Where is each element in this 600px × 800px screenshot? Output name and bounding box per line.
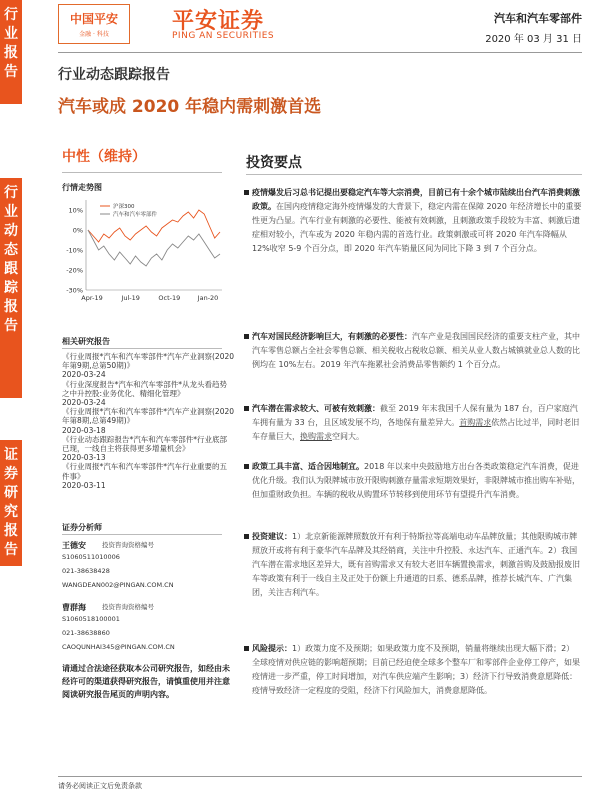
- point-body: 空间大。: [332, 432, 364, 441]
- bullet-icon: [244, 646, 249, 651]
- analyst-id: S1060518100001: [62, 615, 120, 623]
- point-epidemic-policy: [252, 186, 582, 256]
- point-risk-warning: [252, 642, 582, 698]
- analyst-email[interactable]: CAOQUNHAI345@PINGAN.COM.CN: [62, 643, 175, 651]
- bullet-icon: [244, 406, 249, 411]
- analyst-id: S1060511010006: [62, 553, 120, 561]
- side-tab-research: [0, 440, 22, 566]
- point-demand-potential: [252, 402, 582, 444]
- investment-points-title: 投资要点: [246, 155, 302, 171]
- x-tick-label: Apr-19: [81, 294, 103, 302]
- related-report-item[interactable]: [62, 380, 234, 408]
- related-divider: [62, 348, 222, 349]
- point-head: 疫情爆发后习总书记提出要稳定汽车等大宗消费，目前已有十余个城市陆续出台汽车消费刺激政策。: [252, 188, 580, 211]
- point-head: 投资建议：: [252, 532, 292, 541]
- related-report-date: 2020-03-24: [62, 398, 106, 408]
- bullet-icon: [244, 334, 249, 339]
- side-tab-text: 行业动态跟踪报告: [4, 185, 18, 334]
- point-head: 汽车潜在需求较大、可被有效刺激：: [252, 404, 380, 413]
- side-tab-text: 行业报告: [4, 7, 18, 80]
- y-tick-label: -30%: [66, 286, 83, 295]
- logo-main-text: 中国平安: [69, 12, 118, 26]
- related-report-item[interactable]: [62, 435, 234, 463]
- replacement-demand: 换购需求: [300, 432, 332, 441]
- disclaimer: 请通过合法途径获取本公司研究报告，如经由未经许可的渠道获得研究报告，请慎重使用并注意阅读研究报告尾页的声明内容。: [62, 664, 230, 699]
- bullet-icon: [244, 190, 249, 195]
- related-reports-list: [62, 352, 234, 490]
- y-tick-label: -20%: [66, 266, 83, 275]
- header-divider: [58, 52, 582, 53]
- related-report-item[interactable]: [62, 407, 234, 435]
- point-economic-impact: [252, 330, 582, 372]
- rating-divider: [62, 172, 222, 173]
- side-tab-text: 证券研究报告: [4, 447, 18, 558]
- analyst-name: 王德安: [62, 541, 86, 550]
- footer-divider: [58, 776, 582, 777]
- logo-sub-text: 金融 · 科技: [79, 31, 109, 38]
- point-body: 1）北京新能源牌照数放开有利于特斯拉等高端电动车品牌放量；其他限购城市牌照放开或将有利于豪华汽车品牌及其经销商，关注中升控股、永达汽车、正通汽车。2）我国汽车潜在需求地区差异大，既有首购需求又有较大老旧车辆置换需求，刺激首购及鼓励报废旧车等政策有利于一线自主及正处于份额上升通道的日系、德系品牌，推荐长城汽车、广汽集团，关注吉利汽车。: [252, 532, 580, 597]
- report-type: 行业动态跟踪报告: [58, 67, 170, 83]
- analyst-title: 证券分析师: [62, 523, 102, 532]
- analyst-phone: 021-38638860: [62, 629, 110, 637]
- x-tick-label: Jan-20: [197, 294, 219, 302]
- point-investment-advice: [252, 530, 582, 600]
- first-purchase-demand: 首购需求: [459, 418, 492, 427]
- analyst-role: 投资咨询资格编号: [102, 541, 154, 549]
- related-report-title: 《行业动态跟踪报告*汽车和汽车零部件*行业底部已现，一线自主将获得更多增量机会》: [62, 434, 227, 454]
- bullet-icon: [244, 464, 249, 469]
- point-head: 政策工具丰富、适合因地制宜。: [252, 462, 364, 471]
- point-body: 汽车产业是我国国民经济的重要支柱产业，其中汽车零售总额占全社会零售总额、相关税收占税收总额、相关从业人数占城镇就业总人数的比例均在 10%左右。2019 年汽车拖累社会消费品零售额约 1 个百分点。: [252, 332, 580, 369]
- point-body: 1）政策力度不及预期；如果政策力度不及预期，销量将继续出现大幅下滑；2）全球疫情对供应链的影响超预期；目前已经迫使全球多个整车厂和零部件企业停工停产，如果疫情进一步严重，停工时间增加，对汽车供应端产生影响；3）经济下行导致消费意愿降低：疫情导致经济一定程度的受阻，经济下行风险加大，消费意愿降低。: [252, 644, 580, 695]
- related-report-date: 2020-03-13: [62, 453, 106, 463]
- point-body: 2018 年以来中央鼓励地方出台各类政策稳定汽车消费，促进优化升级。我们认为限牌城市放开限购刺激存量需求短期效果好，非限牌城市推出购车补贴，但加重财政负担。车辆的税收从购置环节转移到使用环节有望提升汽车消费。: [252, 462, 580, 499]
- related-report-title: 《行业周报*汽车和汽车零部件*汽车产业洞察(2020年第9期,总第50期)》: [62, 352, 235, 371]
- analyst-divider: [62, 534, 222, 535]
- y-tick-label: -10%: [66, 246, 83, 255]
- point-head: 风险提示：: [252, 644, 292, 653]
- legend-label: 汽车和汽车零部件: [113, 212, 158, 219]
- brand-name: 平安证券: [172, 9, 265, 34]
- analyst-role: 投资咨询资格编号: [102, 603, 154, 611]
- x-tick-label: Jul-19: [121, 294, 140, 302]
- y-tick-label: 0%: [72, 226, 83, 235]
- point-body: 依然占比过半，同时老旧车存量巨大，: [252, 418, 580, 441]
- y-tick-label: 10%: [68, 206, 83, 215]
- point-policy-tools: [252, 460, 582, 502]
- related-reports-title: 相关研究报告: [62, 337, 110, 346]
- side-tab-report-category: [0, 0, 22, 104]
- related-report-item[interactable]: [62, 352, 234, 380]
- page-title: 汽车或成 2020 年稳内需刺激首选: [58, 97, 322, 117]
- points-divider: [246, 174, 582, 175]
- brand-name-en: PING AN SECURITIES: [172, 31, 275, 41]
- report-date: 2020 年 03 月 31 日: [485, 34, 582, 45]
- related-report-title: 《行业周报*汽车和汽车零部件*汽车行业重要的五件事》: [62, 462, 227, 481]
- legend-label: 沪深300: [113, 204, 135, 211]
- related-report-title: 《行业周报*汽车和汽车零部件*汽车产业洞察(2020年第8期,总第49期)》: [62, 407, 235, 426]
- side-tab-report-type: [0, 178, 22, 398]
- ping-an-logo: [58, 4, 130, 44]
- analyst-name: 曹群海: [62, 603, 86, 612]
- related-report-title: 《行业深度报告*汽车和汽车零部件*从龙头看趋势之中升控股:业务优化、精细化管理》: [62, 379, 227, 398]
- series-line-auto-parts: [88, 230, 220, 266]
- point-body: 截至 2019 年末我国千人保有量为 187 台，百户家庭汽车拥有量为 33 台，且区域发展不均，各地保有量差异大。: [252, 404, 578, 427]
- chart-title: 行情走势图: [62, 183, 102, 192]
- footer-note: 请务必阅读正文后免责条款: [58, 782, 142, 790]
- analyst-email[interactable]: WANGDEAN002@PINGAN.COM.CN: [62, 581, 174, 589]
- x-tick-label: Oct-19: [158, 294, 181, 302]
- related-report-date: 2020-03-11: [62, 480, 106, 490]
- related-report-date: 2020-03-18: [62, 425, 106, 435]
- point-body: 在国内疫情稳定海外疫情爆发的大背景下，稳定内需在保障 2020 年经济增长中的重要性更为凸显。汽车行业有刺激的必要性、能被有效刺激，且刺激政策手段较为丰富、刺激后遗症相对较小，汽车或为 2020 年稳内需的首选行业。政策刺激或可将 2020 年汽车降幅从 12%收窄 5-9 个百分点，即 2020 年汽车销量区间为同比下降 3 到 7 个百分点。: [252, 202, 582, 253]
- analyst-phone: 021-38638428: [62, 567, 110, 575]
- trend-chart: [62, 194, 230, 310]
- point-head: 汽车对国民经济影响巨大，有刺激的必要性：: [252, 332, 412, 341]
- rating-label: 中性（维持）: [62, 149, 146, 165]
- bullet-icon: [244, 534, 249, 539]
- department: 汽车和汽车零部件: [494, 12, 582, 25]
- related-report-item[interactable]: [62, 462, 234, 490]
- related-report-date: 2020-03-24: [62, 370, 106, 380]
